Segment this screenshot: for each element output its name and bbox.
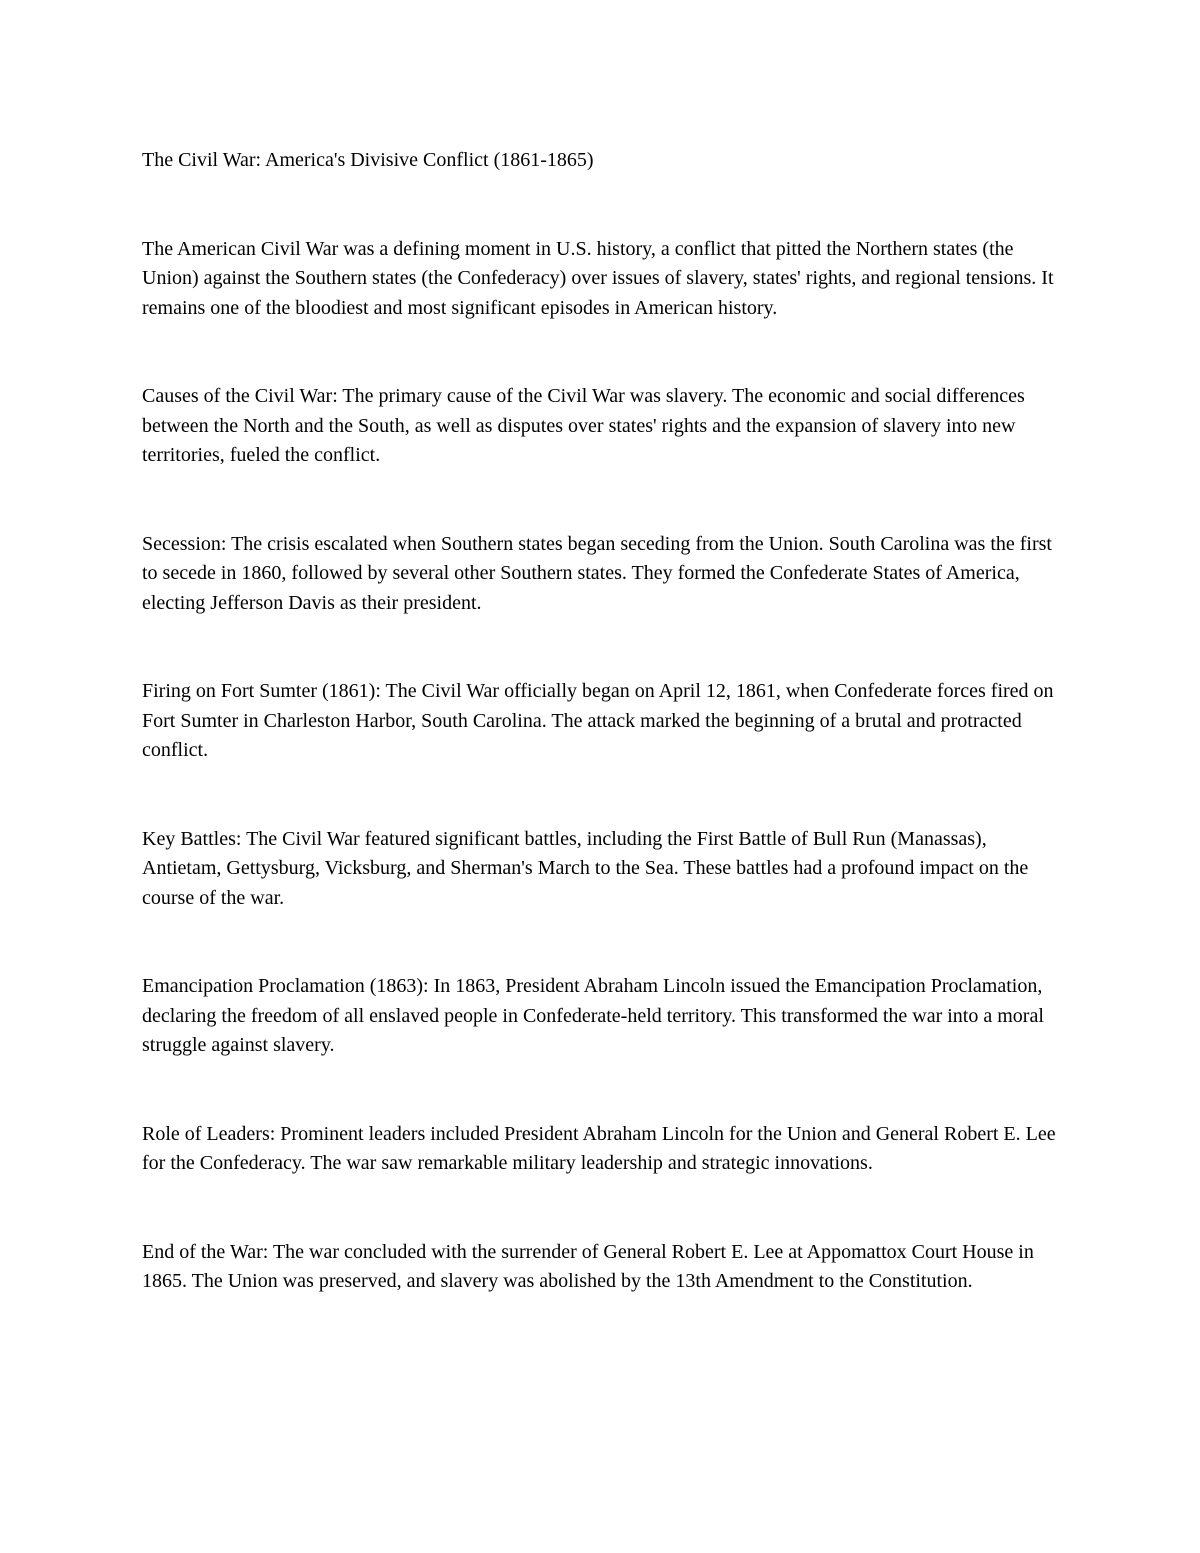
document-body [142,146,1067,1356]
paragraph-leaders: Role of Leaders: Prominent leaders included President Abraham Lincoln for the Union and General Robert E. Lee for the Confederacy. The war saw remarkable military leadership and strategic innovations. [142,1122,1056,1174]
paragraph-emancipation: Emancipation Proclamation (1863): In 1863, President Abraham Lincoln issued the Emancipation Proclamation, declaring the freedom of all enslaved people in Confederate-held territory. This transformed the war into a moral struggle against slavery. [142,975,1044,1056]
paragraph-fort-sumter: Firing on Fort Sumter (1861): The Civil War officially began on April 12, 1861, when Confederate forces fired on Fort Sumter in Charleston Harbor, South Carolina. The attack marked the beginning of a brutal and protracted conflict. [142,680,1054,761]
paragraph-end-of-war: End of the War: The war concluded with the surrender of General Robert E. Lee at Appomattox Court House in 1865. The Union was preserved, and slavery was abolished by the 13th Amendment to the Constitution. [142,1240,1034,1292]
paragraph-secession: Secession: The crisis escalated when Southern states began seceding from the Union. South Carolina was the first to secede in 1860, followed by several other Southern states. They formed the Confederate States of America, electing Jefferson Davis as their president. [142,532,1052,614]
paragraph-causes: Causes of the Civil War: The primary cause of the Civil War was slavery. The economic and social differences between the North and the South, as well as disputes over states' rights and the expansion of slavery into new territories, fueled the conflict. [142,385,1025,466]
document-title: The Civil War: America's Divisive Conflict (1861-1865) [142,149,594,171]
paragraph-introduction: The American Civil War was a defining moment in U.S. history, a conflict that pitted the Northern states (the Union) against the Southern states (the Confederacy) over issues of slavery, states' rights, and regional tensions. It remains one of the bloodiest and most significant episodes in American history. [142,237,1054,319]
paragraph-key-battles: Key Battles: The Civil War featured significant battles, including the First Battle of Bull Run (Manassas), Antietam, Gettysburg, Vicksburg, and Sherman's March to the Sea. These battles had a profound impact on the course of the war. [142,827,1029,909]
